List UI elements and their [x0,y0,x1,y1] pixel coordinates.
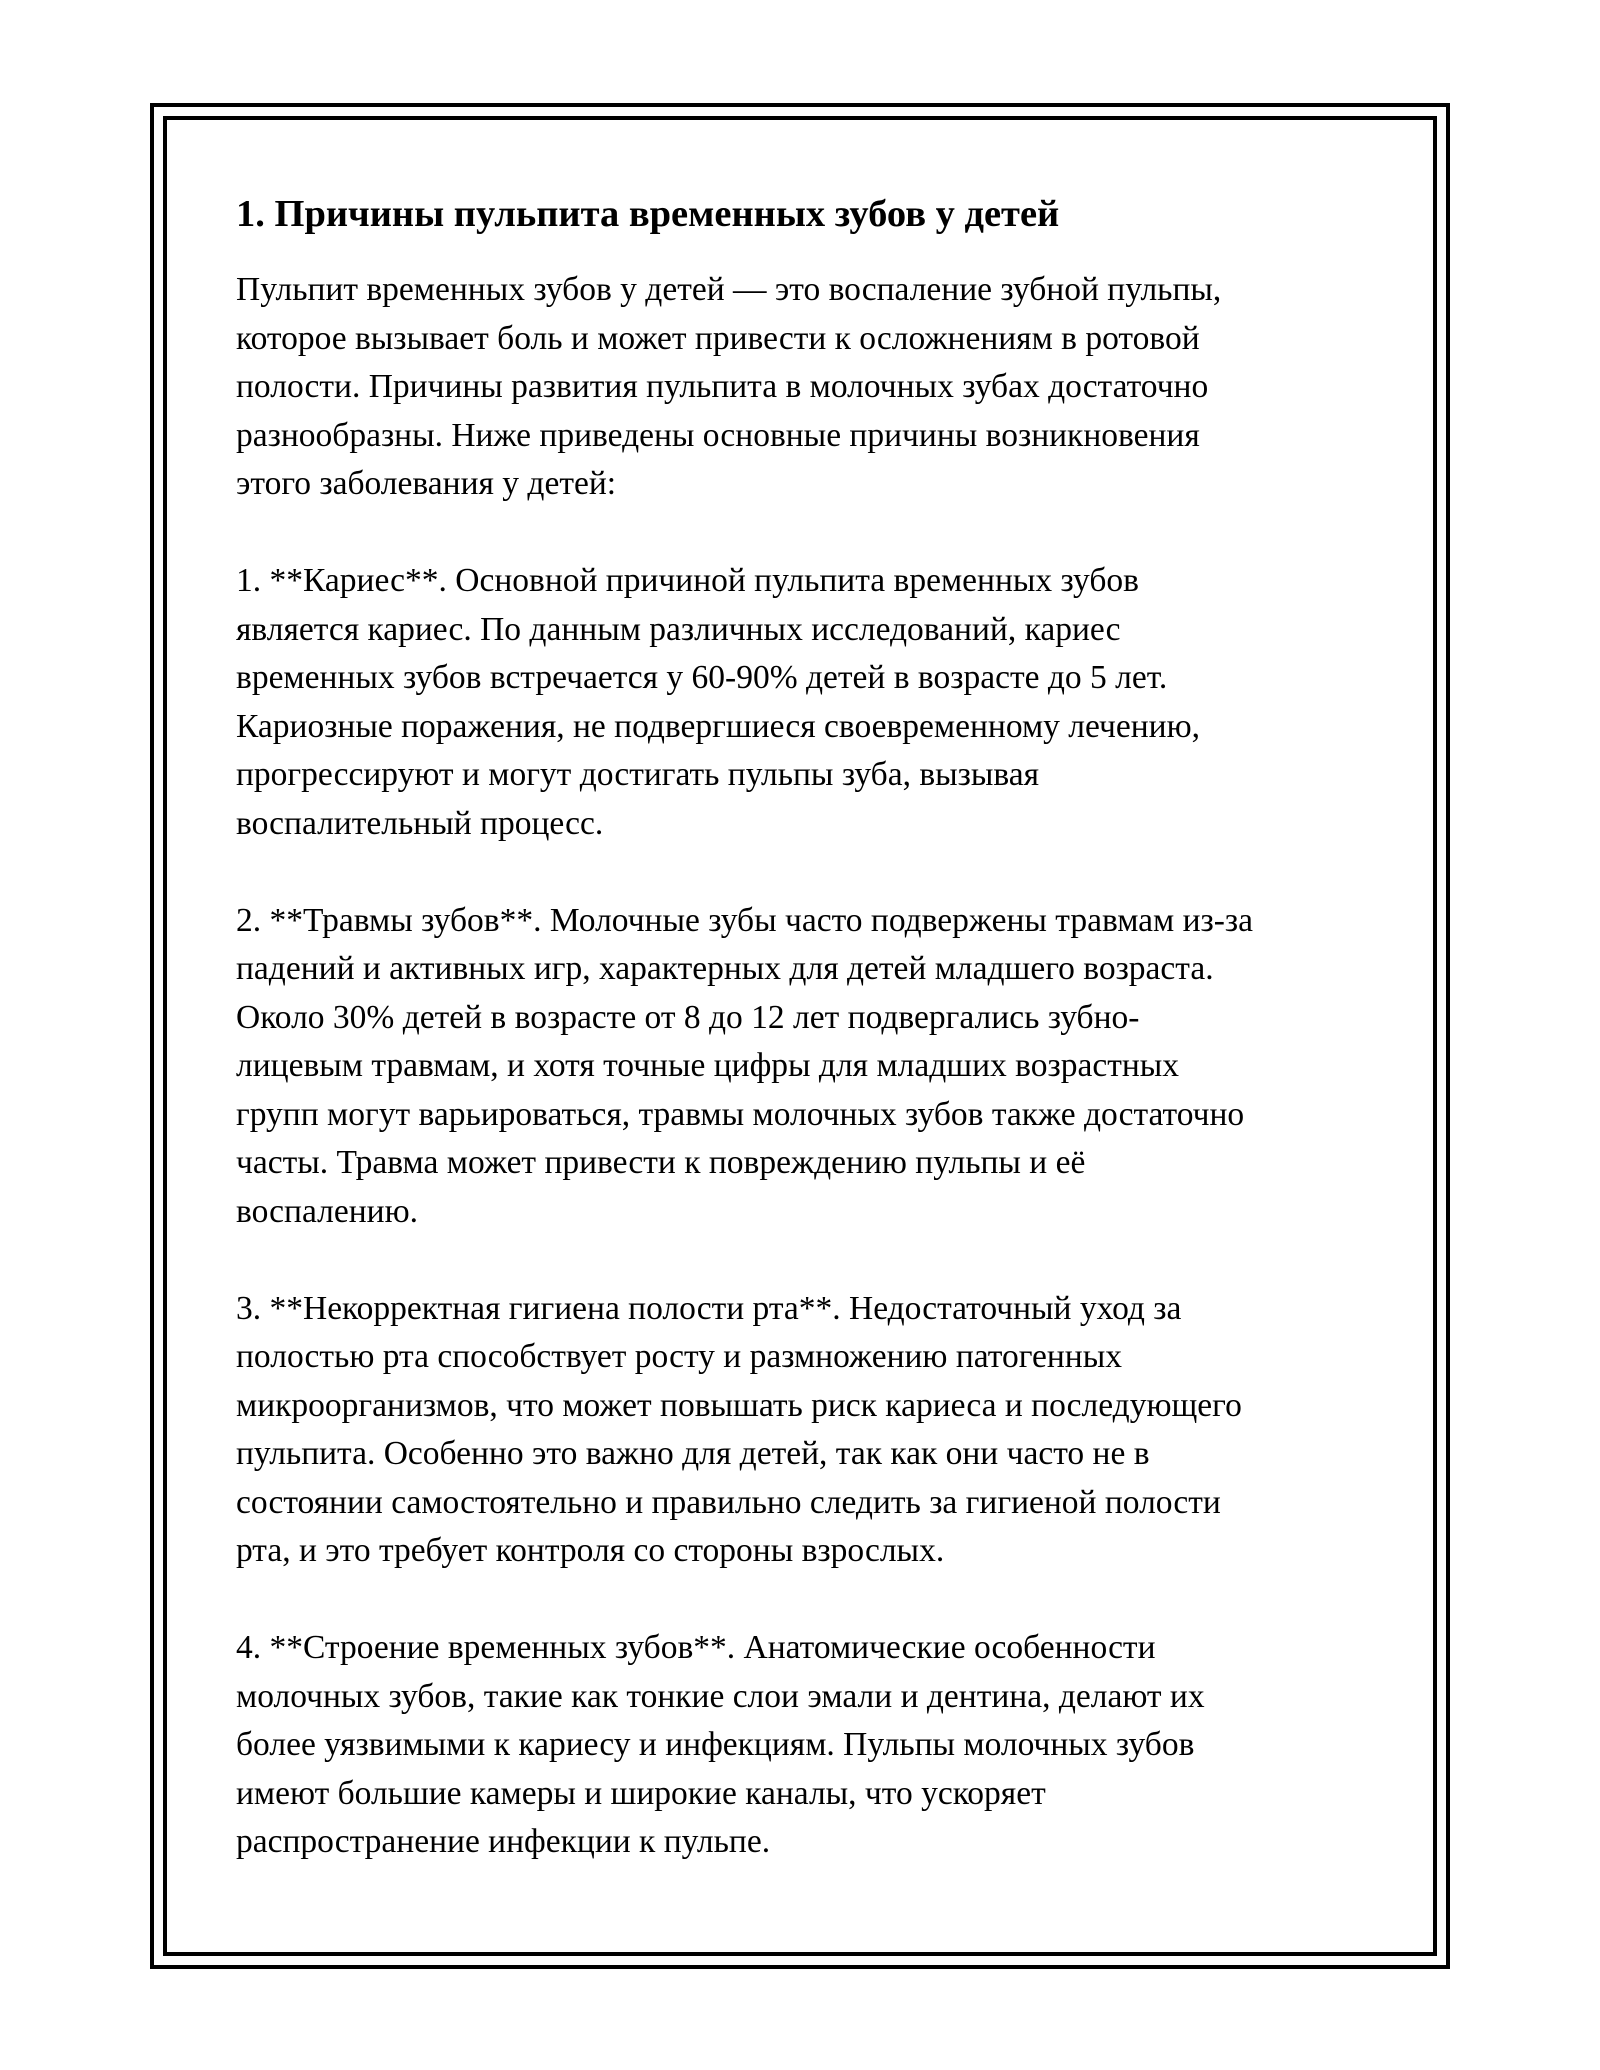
text-line: молочных зубов, такие как тонкие слои эмали и дентина, делают их [236,1677,1205,1715]
text-line: разнообразны. Ниже приведены основные причины возникновения [236,416,1200,454]
hygiene-paragraph [236,1285,1376,1576]
text-line: 4. **Строение временных зубов**. Анатомические особенности [236,1629,1156,1666]
text-line: прогрессируют и могут достигать пульпы зуба, вызывая [236,756,1040,793]
text-line: 2. **Травмы зубов**. Молочные зубы часто подвержены травмам из-за [236,901,1254,939]
text-line: полости. Причины развития пульпита в молочных зубах достаточно [236,368,1209,405]
text-line: Пульпит временных зубов у детей — это воспаление зубной пульпы, [236,271,1222,308]
trauma-paragraph [236,897,1376,1237]
text-line: часты. Травма может привести к повреждению пульпы и её [236,1144,1086,1181]
text-line: Кариозные поражения, не подвергшиеся своевременному лечению, [236,707,1200,745]
document-body [236,186,1376,1915]
text-line: 3. **Некорректная гигиена полости рта**. Недостаточный уход за [236,1289,1182,1327]
section-heading: 1. Причины пульпита временных зубов у детей [236,193,1060,235]
text-line: является кариес. По данным различных исследований, кариес [236,610,1121,648]
text-line: лицевым травмам, и хотя точные цифры для младших возрастных [236,1047,1180,1084]
text-line: состоянии самостоятельно и правильно следить за гигиеной полости [236,1483,1221,1521]
text-line: полостью рта способствует росту и размножению патогенных [236,1338,1122,1375]
tooth-structure-paragraph [236,1624,1376,1867]
text-line: падений и активных игр, характерных для детей младшего возраста. [236,950,1214,987]
text-line: воспалительный процесс. [236,804,604,842]
caries-paragraph [236,557,1376,848]
text-line: воспалению. [236,1192,418,1230]
text-line: пульпита. Особенно это важно для детей, так как они часто не в [236,1435,1150,1472]
text-line: микроорганизмов, что может повышать риск кариеса и последующего [236,1386,1242,1424]
text-line: этого заболевания у детей: [236,465,617,502]
text-line: рта, и это требует контроля со стороны взрослых. [236,1532,945,1569]
text-line: 1. **Кариес**. Основной причиной пульпита временных зубов [236,562,1139,599]
text-line: распространение инфекции к пульпе. [236,1823,771,1860]
text-line: групп могут варьироваться, травмы молочных зубов также достаточно [236,1095,1245,1133]
text-line: которое вызывает боль и может привести к осложнениям в ротовой [236,319,1200,357]
text-line: более уязвимыми к кариесу и инфекциям. Пульпы молочных зубов [236,1726,1195,1763]
text-line: Около 30% детей в возрасте от 8 до 12 лет подвергались зубно- [236,998,1140,1036]
text-line: имеют большие камеры и широкие каналы, что ускоряет [236,1774,1046,1812]
intro-paragraph [236,266,1376,509]
text-line: временных зубов встречается у 60-90% детей в возрасте до 5 лет. [236,659,1168,696]
